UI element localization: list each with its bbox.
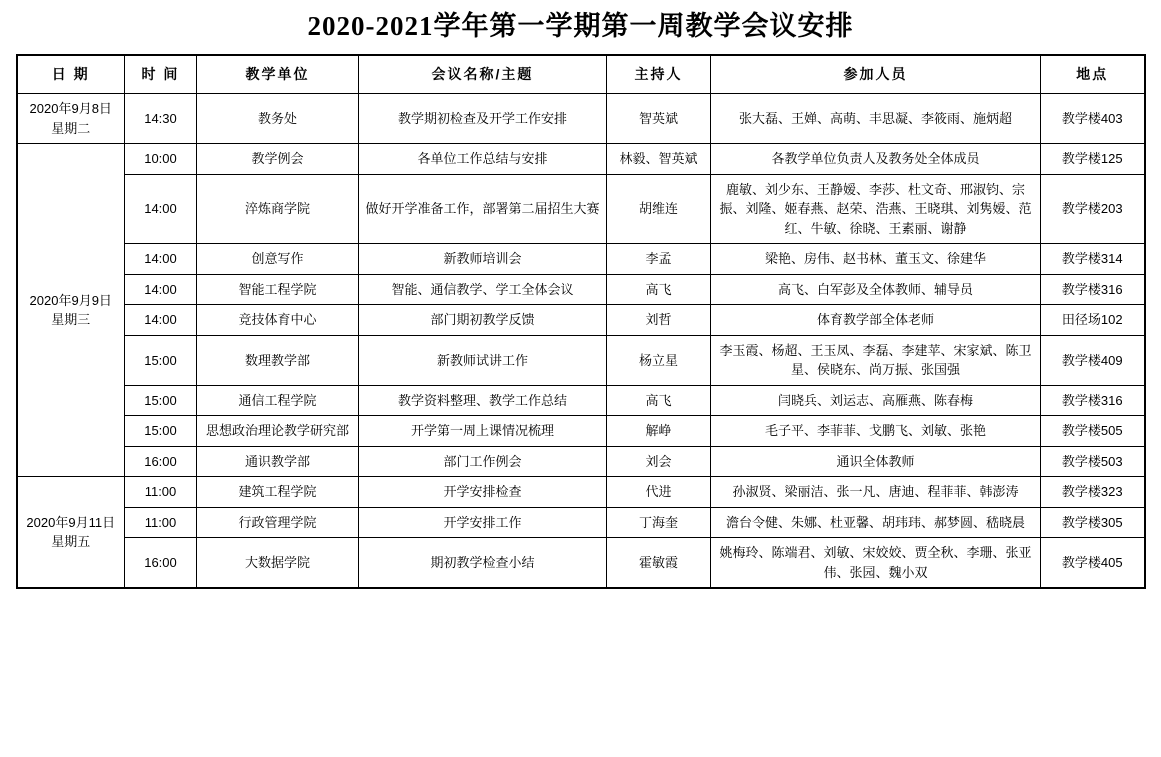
- cell-topic: 教学资料整理、教学工作总结: [359, 385, 607, 416]
- cell-place: 教学楼323: [1041, 477, 1145, 508]
- cell-unit: 大数据学院: [197, 538, 359, 589]
- cell-place: 教学楼305: [1041, 507, 1145, 538]
- table-row: [17, 446, 1145, 477]
- cell-time: 15:00: [125, 335, 197, 385]
- cell-time: 16:00: [125, 446, 197, 477]
- cell-unit: 建筑工程学院: [197, 477, 359, 508]
- cell-host: 胡维连: [607, 174, 711, 244]
- cell-time: 14:00: [125, 274, 197, 305]
- cell-host: 解峥: [607, 416, 711, 447]
- cell-place: 教学楼125: [1041, 144, 1145, 175]
- table-row: [17, 94, 1145, 144]
- cell-topic: 部门工作例会: [359, 446, 607, 477]
- cell-unit: 创意写作: [197, 244, 359, 275]
- table-row: [17, 274, 1145, 305]
- cell-host: 林毅、智英斌: [607, 144, 711, 175]
- cell-people: 鹿敏、刘少东、王静嫒、李莎、杜文奇、邢淑钧、宗振、刘隆、姬春燕、赵荣、浩燕、王晓琪、刘隽嫒、范红、牛敏、徐晓、王素丽、谢静: [711, 174, 1041, 244]
- cell-place: 教学楼503: [1041, 446, 1145, 477]
- cell-host: 李孟: [607, 244, 711, 275]
- cell-date: 2020年9月9日 星期三: [17, 144, 125, 477]
- cell-place: 教学楼316: [1041, 385, 1145, 416]
- column-header-date: 日 期: [17, 55, 125, 94]
- table-row: [17, 385, 1145, 416]
- cell-people: 李玉霞、杨超、王玉凤、李磊、李建苹、宋家斌、陈卫星、侯晓东、尚万振、张国强: [711, 335, 1041, 385]
- cell-people: 张大磊、王婵、高萌、丰思凝、李筱雨、施炳超: [711, 94, 1041, 144]
- cell-people: 高飞、白军彭及全体教师、辅导员: [711, 274, 1041, 305]
- cell-host: 高飞: [607, 274, 711, 305]
- column-header-people: 参加人员: [711, 55, 1041, 94]
- cell-topic: 开学第一周上课情况梳理: [359, 416, 607, 447]
- cell-unit: 行政管理学院: [197, 507, 359, 538]
- table-body: [17, 94, 1145, 589]
- cell-place: 教学楼405: [1041, 538, 1145, 589]
- cell-time: 11:00: [125, 477, 197, 508]
- cell-topic: 新教师培训会: [359, 244, 607, 275]
- meeting-schedule-table: [16, 54, 1146, 589]
- table-row: [17, 538, 1145, 589]
- cell-topic: 开学安排工作: [359, 507, 607, 538]
- cell-date: 2020年9月11日 星期五: [17, 477, 125, 589]
- table-row: [17, 416, 1145, 447]
- cell-topic: 开学安排检查: [359, 477, 607, 508]
- cell-host: 高飞: [607, 385, 711, 416]
- cell-unit: 竞技体育中心: [197, 305, 359, 336]
- cell-topic: 部门期初教学反馈: [359, 305, 607, 336]
- cell-host: 杨立星: [607, 335, 711, 385]
- cell-place: 教学楼409: [1041, 335, 1145, 385]
- cell-time: 10:00: [125, 144, 197, 175]
- table-row: [17, 507, 1145, 538]
- cell-unit: 教学例会: [197, 144, 359, 175]
- cell-place: 教学楼403: [1041, 94, 1145, 144]
- cell-host: 智英斌: [607, 94, 711, 144]
- cell-unit: 通信工程学院: [197, 385, 359, 416]
- column-header-host: 主持人: [607, 55, 711, 94]
- cell-time: 14:00: [125, 174, 197, 244]
- table-row: [17, 477, 1145, 508]
- table-row: [17, 305, 1145, 336]
- cell-time: 14:30: [125, 94, 197, 144]
- cell-people: 闫晓兵、刘运志、高雁燕、陈春梅: [711, 385, 1041, 416]
- cell-topic: 期初教学检查小结: [359, 538, 607, 589]
- cell-time: 14:00: [125, 244, 197, 275]
- table-header: [17, 55, 1145, 94]
- cell-host: 霍敏霞: [607, 538, 711, 589]
- cell-host: 刘会: [607, 446, 711, 477]
- cell-unit: 智能工程学院: [197, 274, 359, 305]
- cell-time: 16:00: [125, 538, 197, 589]
- cell-place: 教学楼505: [1041, 416, 1145, 447]
- cell-people: 体育教学部全体老师: [711, 305, 1041, 336]
- cell-people: 澹台令健、朱娜、杜亚馨、胡玮玮、郝梦圆、嵇晓晨: [711, 507, 1041, 538]
- cell-host: 代进: [607, 477, 711, 508]
- table-row: [17, 335, 1145, 385]
- cell-unit: 数理教学部: [197, 335, 359, 385]
- cell-host: 丁海奎: [607, 507, 711, 538]
- cell-place: 教学楼316: [1041, 274, 1145, 305]
- column-header-time: 时 间: [125, 55, 197, 94]
- cell-time: 15:00: [125, 416, 197, 447]
- cell-topic: 智能、通信教学、学工全体会议: [359, 274, 607, 305]
- cell-date: 2020年9月8日 星期二: [17, 94, 125, 144]
- column-header-place: 地点: [1041, 55, 1145, 94]
- cell-people: 孙淑贤、梁丽洁、张一凡、唐迪、程菲菲、韩澎涛: [711, 477, 1041, 508]
- cell-people: 梁艳、房伟、赵书林、董玉文、徐建华: [711, 244, 1041, 275]
- cell-place: 田径场102: [1041, 305, 1145, 336]
- cell-topic: 教学期初检查及开学工作安排: [359, 94, 607, 144]
- cell-people: 通识全体教师: [711, 446, 1041, 477]
- cell-topic: 各单位工作总结与安排: [359, 144, 607, 175]
- cell-people: 各教学单位负责人及教务处全体成员: [711, 144, 1041, 175]
- table-row: [17, 244, 1145, 275]
- table-row: [17, 174, 1145, 244]
- cell-time: 11:00: [125, 507, 197, 538]
- cell-people: 姚梅玲、陈端君、刘敏、宋姣姣、贾全秋、李珊、张亚伟、张园、魏小双: [711, 538, 1041, 589]
- cell-unit: 思想政治理论教学研究部: [197, 416, 359, 447]
- table-row: [17, 144, 1145, 175]
- cell-place: 教学楼203: [1041, 174, 1145, 244]
- cell-time: 14:00: [125, 305, 197, 336]
- cell-topic: 做好开学准备工作，部署第二届招生大赛: [359, 174, 607, 244]
- page-title: 2020-2021学年第一学期第一周教学会议安排: [307, 11, 854, 41]
- table-header-row: [17, 55, 1145, 94]
- column-header-unit: 教学单位: [197, 55, 359, 94]
- cell-time: 15:00: [125, 385, 197, 416]
- cell-topic: 新教师试讲工作: [359, 335, 607, 385]
- column-header-topic: 会议名称/主题: [359, 55, 607, 94]
- cell-place: 教学楼314: [1041, 244, 1145, 275]
- cell-unit: 教务处: [197, 94, 359, 144]
- cell-people: 毛子平、李菲菲、戈鹏飞、刘敏、张艳: [711, 416, 1041, 447]
- cell-unit: 通识教学部: [197, 446, 359, 477]
- cell-unit: 淬炼商学院: [197, 174, 359, 244]
- cell-host: 刘哲: [607, 305, 711, 336]
